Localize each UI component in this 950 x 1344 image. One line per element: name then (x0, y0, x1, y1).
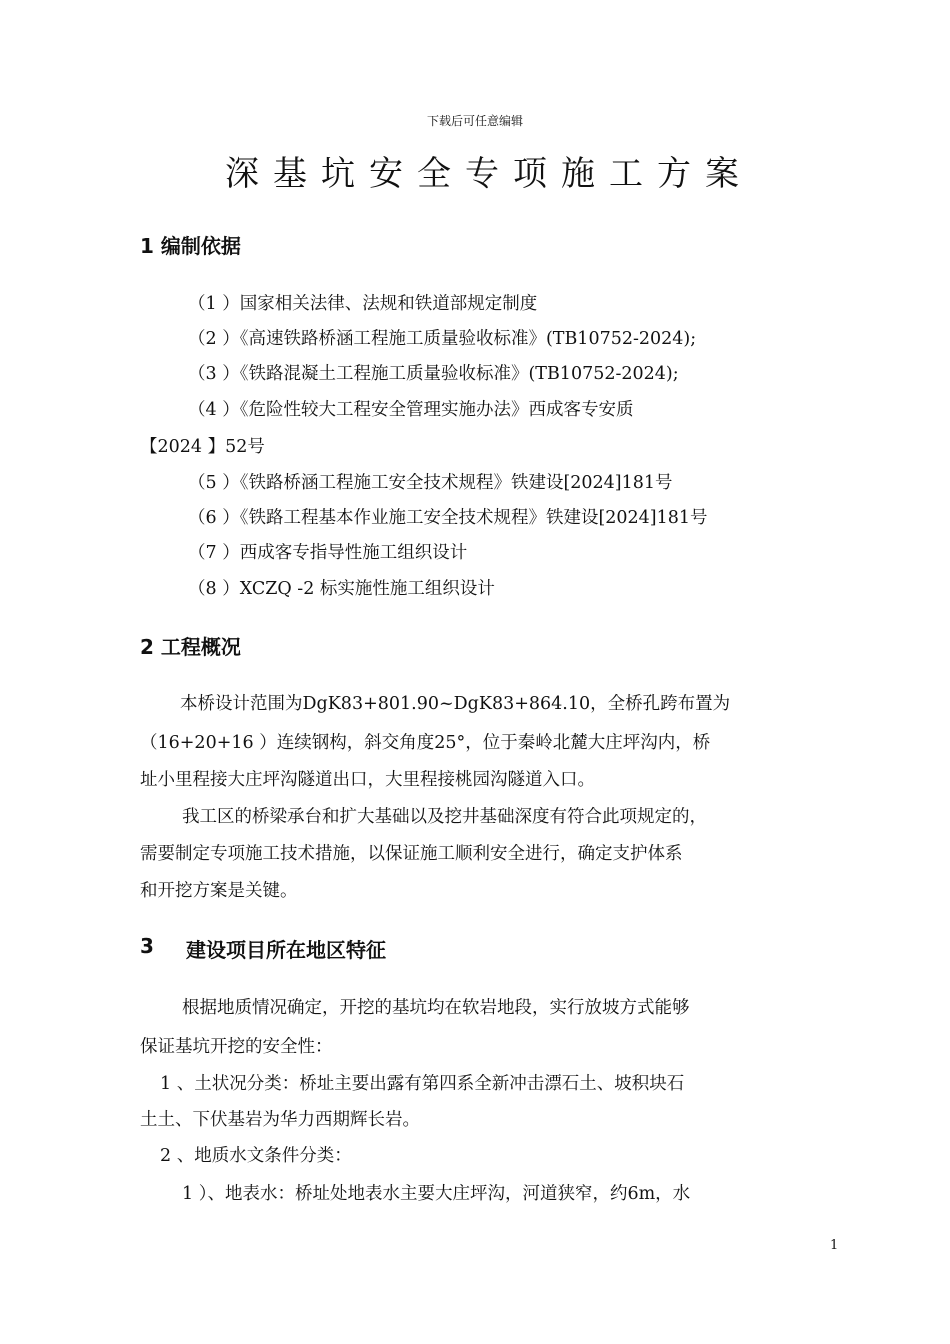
reference-item-7: （7 ）西成客专指导性施工组织设计 (188, 543, 468, 563)
region-line-4: 土土、下伏基岩为华力西期辉长岩。 (140, 1110, 420, 1130)
overview-line-2: （16+20+16 ）连续钢构，斜交角度25°，位于秦岭北麓大庄坪沟内，桥 (140, 733, 711, 753)
section-3-heading-number: 3 (140, 934, 154, 958)
reference-item-6: （6 ）《铁路工程基本作业施工安全技术规程》铁建设[2024]181号 (188, 508, 708, 528)
region-line-2: 保证基坑开挖的安全性： (140, 1037, 333, 1057)
reference-item-4-cont: 【2024 】52号 (140, 437, 265, 457)
region-line-1: 根据地质情况确定，开挖的基坑均在软岩地段，实行放坡方式能够 (182, 998, 690, 1018)
overview-line-5: 需要制定专项施工技术措施，以保证施工顺利安全进行，确定支护体系 (140, 844, 683, 864)
overview-line-4: 我工区的桥梁承台和扩大基础以及挖井基础深度有符合此项规定的， (182, 807, 707, 827)
overview-line-6: 和开挖方案是关键。 (140, 881, 298, 901)
reference-item-8: （8 ）XCZQ -2 标实施性施工组织设计 (188, 579, 495, 599)
page-number: 1 (830, 1238, 839, 1253)
top-note: 下载后可任意编辑 (426, 114, 523, 128)
reference-item-2: （2 ）《高速铁路桥涵工程施工质量验收标准》(TB10752-2024); (188, 329, 697, 349)
overview-line-1: 本桥设计范围为DgK83+801.90~DgK83+864.10，全桥孔跨布置为 (180, 694, 731, 714)
section-1-heading: 1 编制依据 (140, 234, 241, 258)
region-line-3: 1 、土状况分类：桥址主要出露有第四系全新冲击漂石土、坡积块石 (160, 1074, 685, 1094)
reference-item-5: （5 ）《铁路桥涵工程施工安全技术规程》铁建设[2024]181号 (188, 473, 673, 493)
section-3-heading: 建设项目所在地区特征 (186, 938, 386, 962)
region-line-6: 1 ）、地表水：桥址处地表水主要大庄坪沟，河道狭窄，约6m，水 (182, 1184, 691, 1204)
reference-item-3: （3 ）《铁路混凝土工程施工质量验收标准》(TB10752-2024); (188, 364, 679, 384)
document-title: 深基坑安全专项施工方案 (225, 154, 753, 194)
overview-line-3: 址小里程接大庄坪沟隧道出口，大里程接桃园沟隧道入口。 (140, 770, 595, 790)
section-2-heading: 2 工程概况 (140, 635, 241, 659)
reference-item-1: （1 ）国家相关法律、法规和铁道部规定制度 (188, 294, 538, 314)
region-line-5: 2 、地质水文条件分类： (160, 1146, 352, 1166)
reference-item-4: （4 ）《危险性较大工程安全管理实施办法》西成客专安质 (188, 400, 634, 420)
